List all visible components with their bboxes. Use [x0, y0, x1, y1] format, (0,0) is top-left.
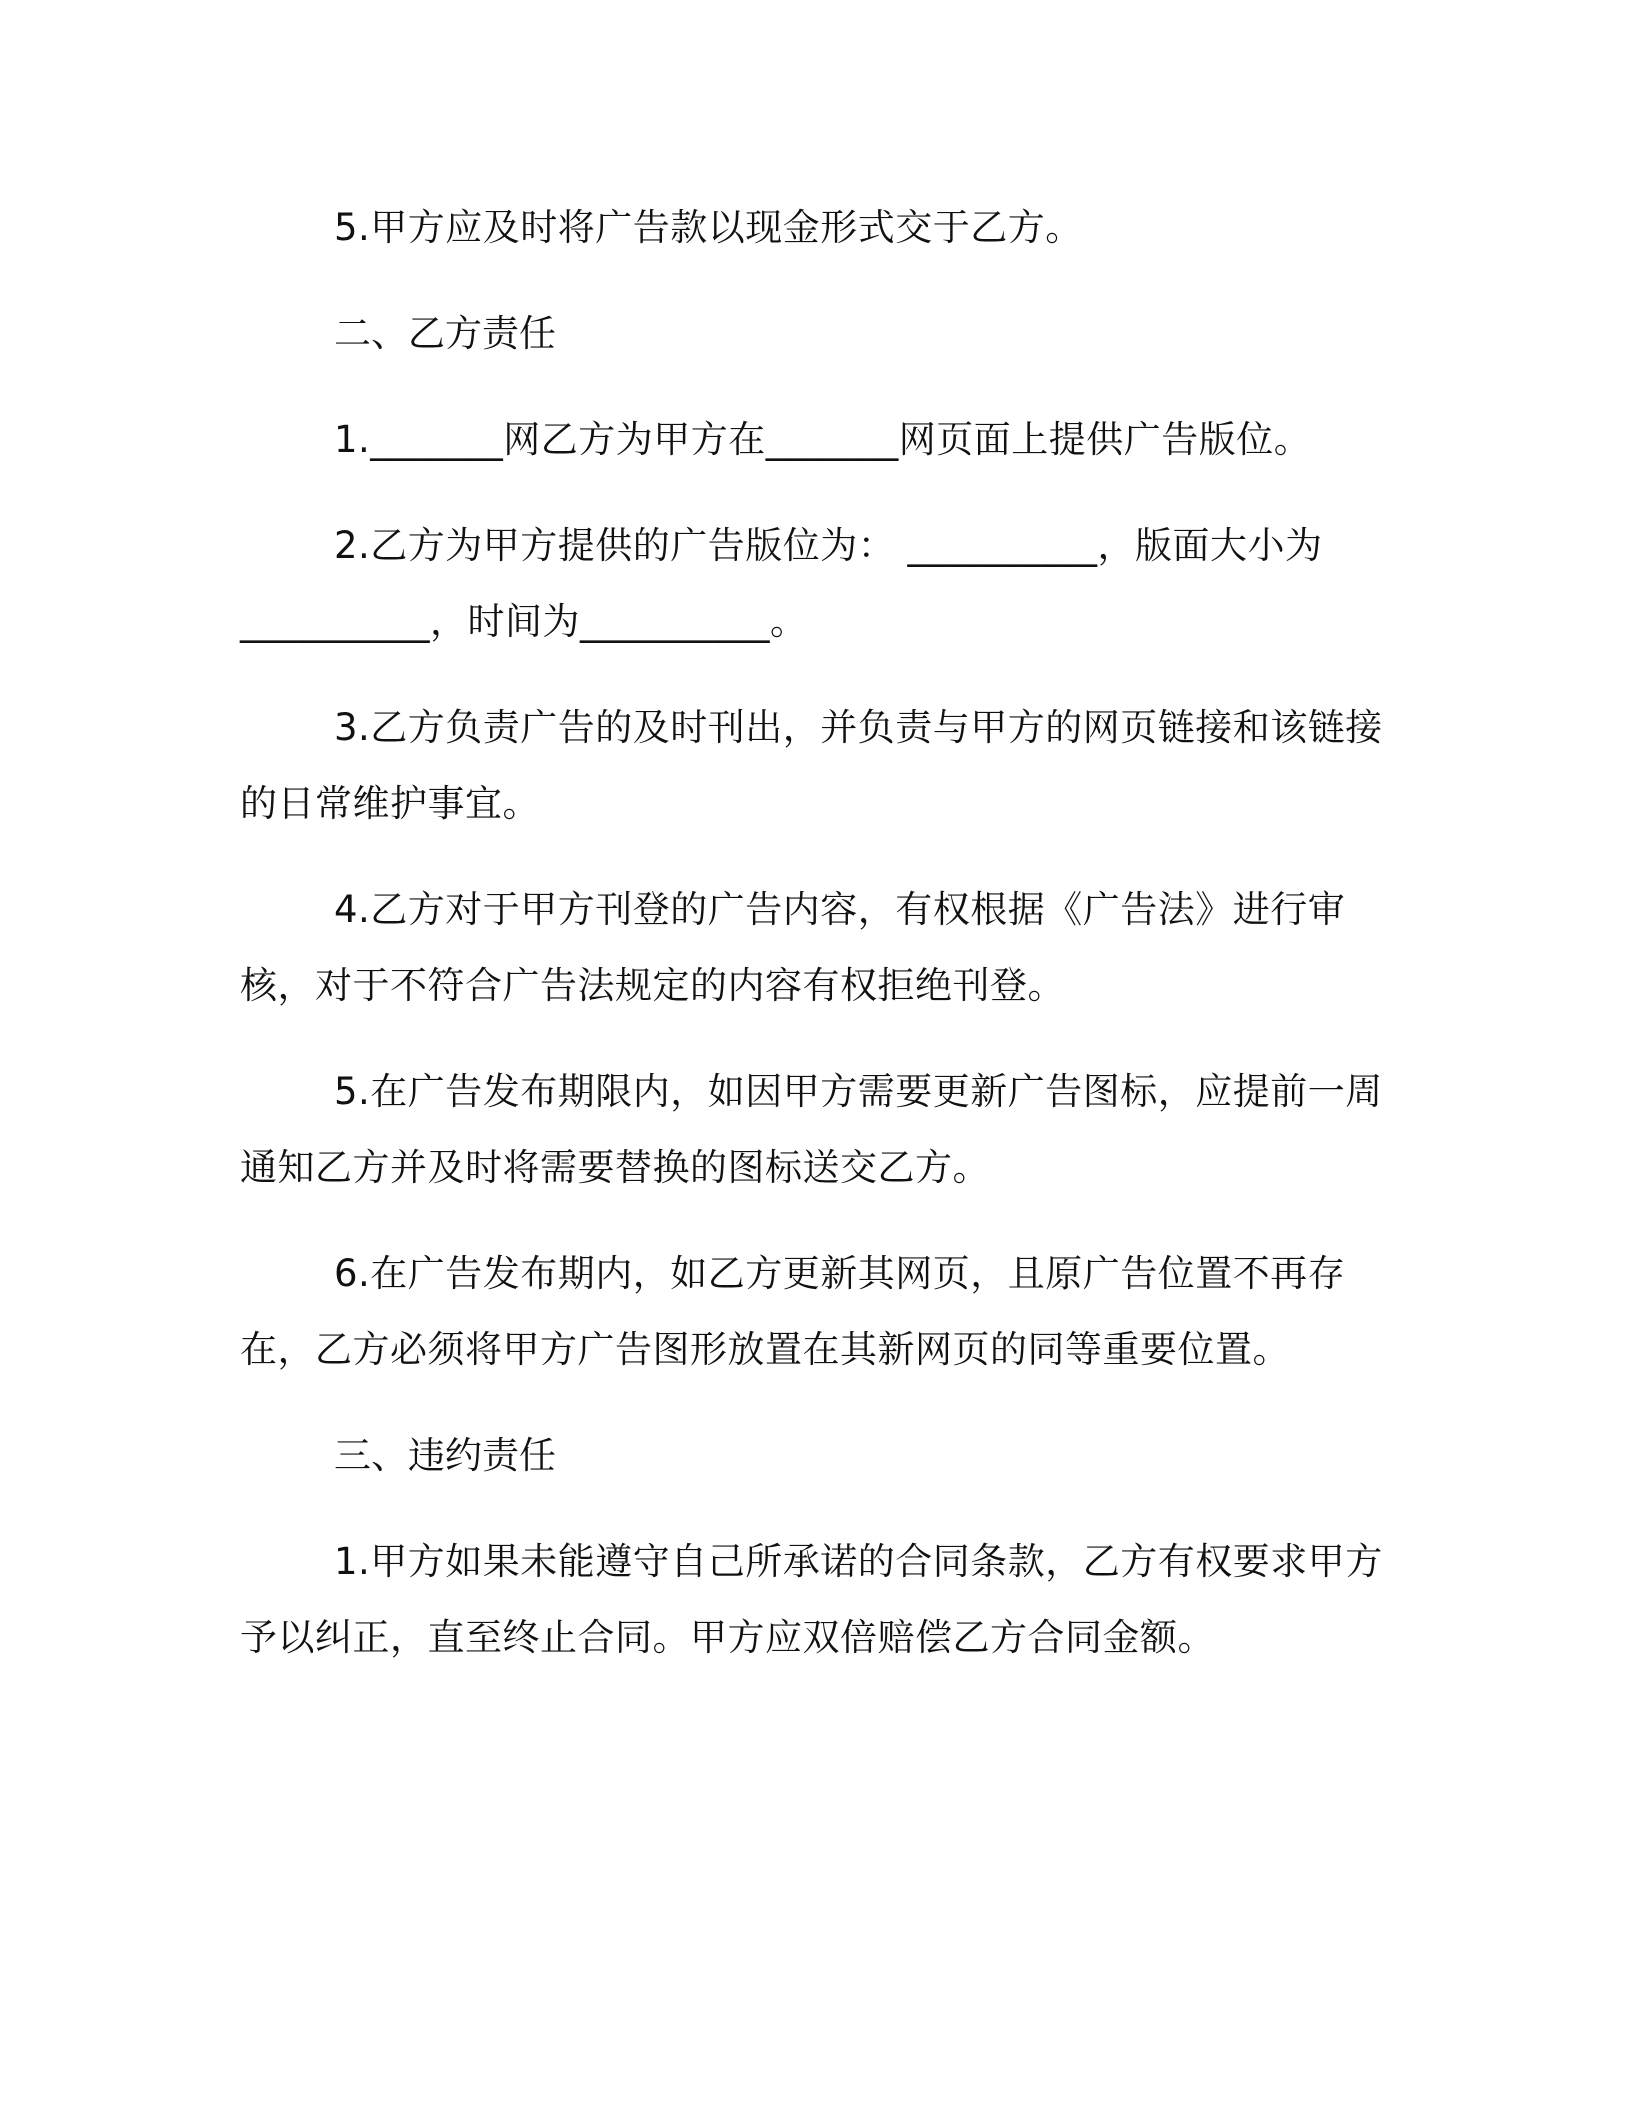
clause-party-b-1: 1._______网乙方为甲方在_______网页面上提供广告版位。	[334, 418, 1312, 461]
clause-breach-1: 1.甲方如果未能遵守自己所承诺的合同条款，乙方有权要求甲方予以纠正，直至终止合同。甲方应双倍赔偿乙方合同金额。	[240, 1540, 1383, 1659]
clause-party-b-5: 5.在广告发布期限内，如因甲方需要更新广告图标，应提前一周通知乙方并及时将需要替换的图标送交乙方。	[240, 1070, 1383, 1189]
document-body	[240, 190, 1392, 1706]
section-heading-party-b-duties: 二、乙方责任	[334, 312, 556, 355]
clause-party-b-2: 2.乙方为甲方提供的广告版位为： __________，版面大小为__________，时间为__________。	[240, 524, 1323, 643]
clause-party-b-6: 6.在广告发布期内，如乙方更新其网页，且原广告位置不再存在，乙方必须将甲方广告图形放置在其新网页的同等重要位置。	[240, 1252, 1346, 1371]
section-heading-breach-liability: 三、违约责任	[334, 1434, 556, 1477]
clause-party-b-4: 4.乙方对于甲方刊登的广告内容，有权根据《广告法》进行审核，对于不符合广告法规定的内容有权拒绝刊登。	[240, 888, 1346, 1007]
clause-party-a-5: 5.甲方应及时将广告款以现金形式交于乙方。	[334, 206, 1083, 249]
clause-party-b-3: 3.乙方负责广告的及时刊出，并负责与甲方的网页链接和该链接的日常维护事宜。	[240, 706, 1383, 825]
